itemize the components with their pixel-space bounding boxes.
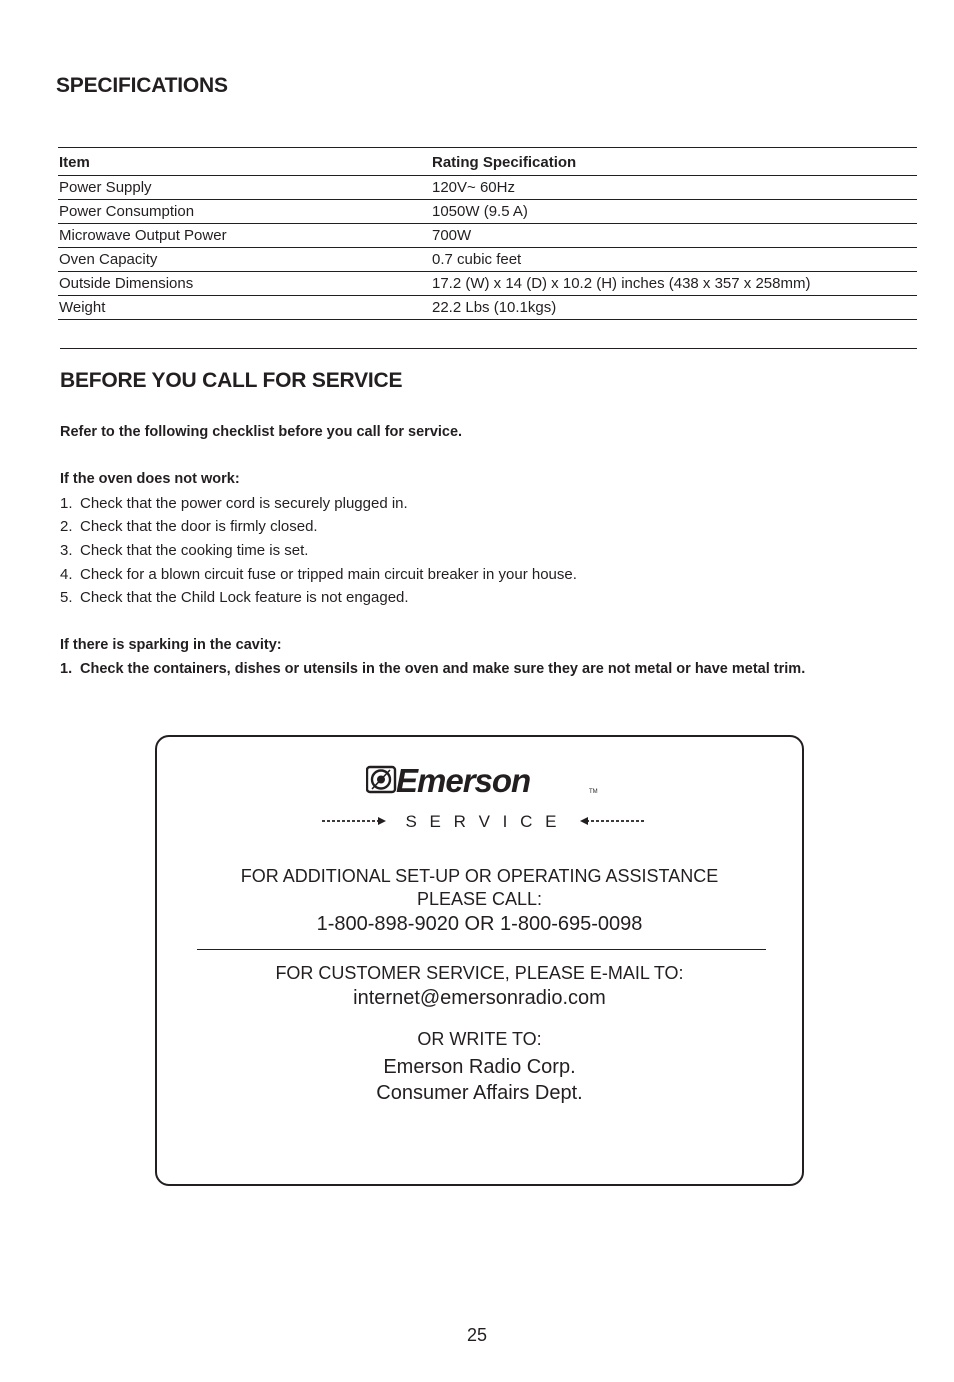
spec-item: Power Supply	[59, 179, 152, 196]
service-banner	[322, 810, 644, 832]
list-item	[60, 542, 308, 559]
email-address: internet@emersonradio.com	[353, 987, 606, 1009]
assist-line-2: PLEASE CALL:	[416, 889, 543, 909]
table-row	[58, 176, 917, 200]
page-number: 25	[466, 1325, 488, 1345]
spec-value: 700W	[432, 227, 472, 244]
spec-item: Weight	[59, 299, 106, 316]
table-row	[58, 272, 917, 296]
spec-value: 22.2 Lbs (10.1kgs)	[432, 299, 557, 316]
list-text: Check that the cooking time is set.	[80, 542, 309, 559]
list-text: Check that the power cord is securely plugged in.	[80, 495, 408, 512]
write-label: OR WRITE TO:	[417, 1029, 542, 1049]
assistance-block	[155, 866, 804, 946]
service-intro: Refer to the following checklist before you call for service.	[60, 424, 463, 440]
spec-value: 17.2 (W) x 14 (D) x 10.2 (H) inches (438 x 357 x 258mm)	[432, 275, 811, 292]
phone-numbers: 1-800-898-9020 OR 1-800-695-0098	[316, 913, 643, 935]
list-item	[60, 518, 318, 535]
list-number: 1.	[60, 495, 73, 512]
emerson-logo-icon	[366, 762, 606, 796]
table-row	[58, 200, 917, 224]
spec-item: Power Consumption	[59, 203, 195, 220]
list-text: Check for a blown circuit fuse or tripped main circuit breaker in your house.	[80, 566, 577, 583]
table-row	[58, 248, 917, 272]
spec-item: Microwave Output Power	[59, 227, 227, 244]
list-number: 1.	[60, 661, 73, 677]
logo-trademark: TM	[589, 789, 598, 795]
list-number: 4.	[60, 566, 73, 583]
spec-item: Oven Capacity	[59, 251, 158, 268]
service-arrows-icon	[322, 810, 644, 832]
header-item: Item	[59, 154, 90, 171]
list-number: 3.	[60, 542, 73, 559]
spec-item: Outside Dimensions	[59, 275, 194, 292]
table-row	[58, 296, 917, 320]
email-label: FOR CUSTOMER SERVICE, PLEASE E-MAIL TO:	[275, 963, 684, 983]
emerson-logo	[366, 762, 606, 796]
table-header-row	[58, 147, 917, 176]
list-text: Check that the Child Lock feature is not engaged.	[80, 589, 409, 606]
service-contact-box	[155, 735, 804, 1186]
spec-value: 120V~ 60Hz	[432, 179, 515, 196]
service-section-title: BEFORE YOU CALL FOR SERVICE	[60, 369, 403, 392]
not-work-heading: If the oven does not work:	[60, 471, 240, 487]
list-text: Check that the door is firmly closed.	[80, 518, 318, 535]
spec-value: 1050W (9.5 A)	[432, 203, 528, 220]
sparking-heading: If there is sparking in the cavity:	[60, 637, 282, 653]
header-rating: Rating Specification	[432, 154, 577, 171]
table-row	[58, 224, 917, 248]
list-number: 2.	[60, 518, 73, 535]
service-label: S E R V I C E	[405, 812, 561, 831]
box-divider	[197, 949, 766, 950]
list-item	[60, 661, 805, 677]
section-divider	[60, 348, 917, 349]
address-line-1: Emerson Radio Corp.	[383, 1056, 576, 1078]
address-line-2: Consumer Affairs Dept.	[376, 1082, 583, 1104]
list-item	[60, 589, 409, 606]
assist-line-1: FOR ADDITIONAL SET-UP OR OPERATING ASSISTANCE	[240, 866, 719, 886]
spec-value: 0.7 cubic feet	[432, 251, 522, 268]
list-number: 5.	[60, 589, 73, 606]
list-item	[60, 566, 577, 583]
logo-wordmark: Emerson	[396, 762, 531, 796]
specifications-table	[58, 147, 917, 320]
specifications-title: SPECIFICATIONS	[56, 74, 228, 97]
list-item	[60, 495, 408, 512]
contact-block	[155, 963, 804, 1113]
list-text: Check the containers, dishes or utensils in the oven and make sure they are not metal or have metal trim.	[80, 661, 806, 677]
